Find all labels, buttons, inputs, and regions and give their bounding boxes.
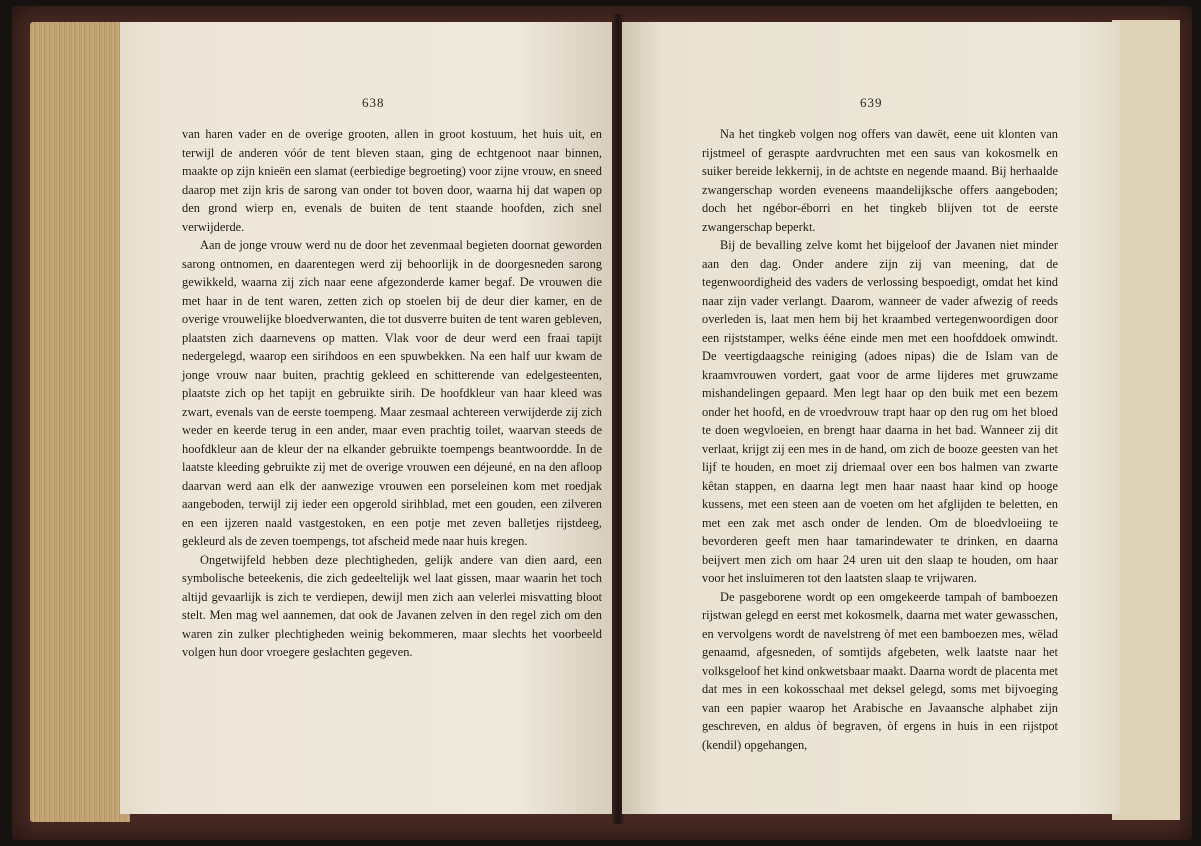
page-number-left: 638 (362, 95, 385, 110)
page-edges-left (30, 22, 130, 822)
paragraph: Aan de jonge vrouw werd nu de door het zevenmaal begieten doornat geworden sarong ontnomen, en daarentegen werd zij behoorlijk in de doorgesneden sarong gewikkeld, waarna zij zich naar eene afgezonderde kamer begaf. De vrouwen die met haar in de tent waren, zetten zich op stoelen bij de deur dier kamer, en de overige vrouwelijke bloedverwanten, die tot dusverre buiten de tent waren gebleven, plaatsten zich daarnevens op matten. Vlak voor de deur werd een fraai tapijt nedergelegd, waarop een sirihdoos en een spuwbekken. Na een half uur kwam de jonge vrouw naar buiten, prachtig gekleed en schitterende van edelgesteenten, plaatste zich op het tapijt en gebruikte sirih. De hoofdkleur van haar kleed was zwart, evenals van de eerste toempeng. Maar zesmaal achtereen verwijderde zij zich weder en keerde terug in een ander, maar even prachtig toilet, waarvan steeds de hoofdkleur aan de kleur der na elkander gebruikte toempengs beantwoordde. In de laatste kleeding gebruikte zij met de overige vrouwen een déjeuné, en na den afloop daarvan werd aan elk der aanwezige vrouwen een porseleinen kom met roedjak aangeboden, terwijl zij ieder een opgerold sirihblad, met een gouden, een zilveren en een ijzeren naald vastgestoken, en een potje met zeven balletjes rijstdeeg, gekleurd als de zeven toempengs, tot afscheid mede naar huis kregen. (182, 238, 602, 548)
paragraph: van haren vader en de overige grooten, allen in groot kostuum, het huis uit, en terwijl de anderen vóór de tent bleven staan, ging de echtgenoot naar binnen, maakte op zijn knieën een slamat (eerbiedige begroeting) voor zijne vrouw, en sneed daarop met zijn kris de sarong van onder tot boven door, waarna hij dat wapen op den grond wierp en, evenals de buiten de tent staande hoofden, zich snel verwijderde. (182, 127, 602, 234)
page-number-right: 639 (860, 95, 883, 110)
paragraph: Na het tingkeb volgen nog offers van dawët, eene uit klonten van rijstmeel of geraspte aardvruchten met een saus van kokosmelk en suiker bereide lekkernij, in de achtste en negende maand. Bij herhaalde zwangerschap worden eveneens maandelijksche offers aangeboden; doch het ngébor-éborri en het tingkeb blijven tot de eerste zwangerschap beperkt. (702, 127, 1058, 234)
paragraph: Bij de bevalling zelve komt het bijgeloof der Javanen niet minder aan den dag. Onder andere zijn zij van meening, dat de tegenwoordigheid des vaders de verlossing bespoedigt, omdat het kind naar zijn vader verlangt. Daarom, wanneer de vader afwezig of reeds overleden is, laat men hem bij het kraambed vertegenwoordigen door een rijststamper, welks ééne einde men met een hoofddoek omwindt. De veertigdaagsche reiniging (adoes nipas) die de Islam van de kraamvrouwen vordert, gaat voor de arme lijderes met gruwzame mishandelingen gepaard. Men legt haar op den buik met een bezem onder het hoofd, en de vroedvrouw trapt haar op den rug om het bloed te doen wegvloeien, en brengt haar daarna in het bad. Wanneer zij dit verlaat, krijgt zij een mes in de hand, om zich de booze geesten van het lijf te houden, en moet zij driemaal over een bos halmen van zwarte kêtan stappen, en daarna legt men haar naast haar kind op hooge kussens, met een steen aan de voeten om het afglijden te beletten, en met een zak met asch onder de lenden. Om de bloedvloeiing te bevorderen geeft men haar tamarindewater te drinken, en daarna beijvert men zich om haar 24 uren uit den slaap te houden, om haar voor het insluimeren tot den laatsten slaap te vrijwaren. (702, 238, 1058, 585)
right-page (622, 22, 1120, 814)
left-page-text (182, 125, 602, 662)
left-page (120, 22, 614, 814)
paragraph: De pasgeborene wordt op een omgekeerde tampah of bamboezen rijstwan gelegd en eerst met kokosmelk, daarna met water gewasschen, en vervolgens wordt de navelstreng òf met een bamboezen mes, wëlad genaamd, afgesneden, of somtijds afgebeten, welk laatste naar het volksgeloof het kind onkwetsbaar maakt. Daarna wordt de placenta met dat mes in een kokosschaal met deksel gelegd, soms met bijvoeging van een papier waarop het Arabische en Javaansche alphabet zijn geschreven, en aldus òf begraven, òf ergens in huis in een rijstpot (kendil) opgehangen, (702, 589, 1058, 752)
paragraph: Ongetwijfeld hebben deze plechtigheden, gelijk andere van dien aard, een symbolische beteekenis, die zich gedeeltelijk wel laat gissen, maar waarin het toch altijd gevaarlijk is zich te verdiepen, dewijl men zich aan velerlei misvatting bloot stelt. Men mag wel aannemen, dat ook de Javanen zelven in den regel zich om den waren zin zulker plechtigheden weinig bekommeren, maar slechts het voorbeeld volgen hun door vroegere geslachten gegeven. (182, 552, 602, 659)
right-page-text (702, 125, 1058, 754)
page-edges-right (1112, 20, 1180, 820)
